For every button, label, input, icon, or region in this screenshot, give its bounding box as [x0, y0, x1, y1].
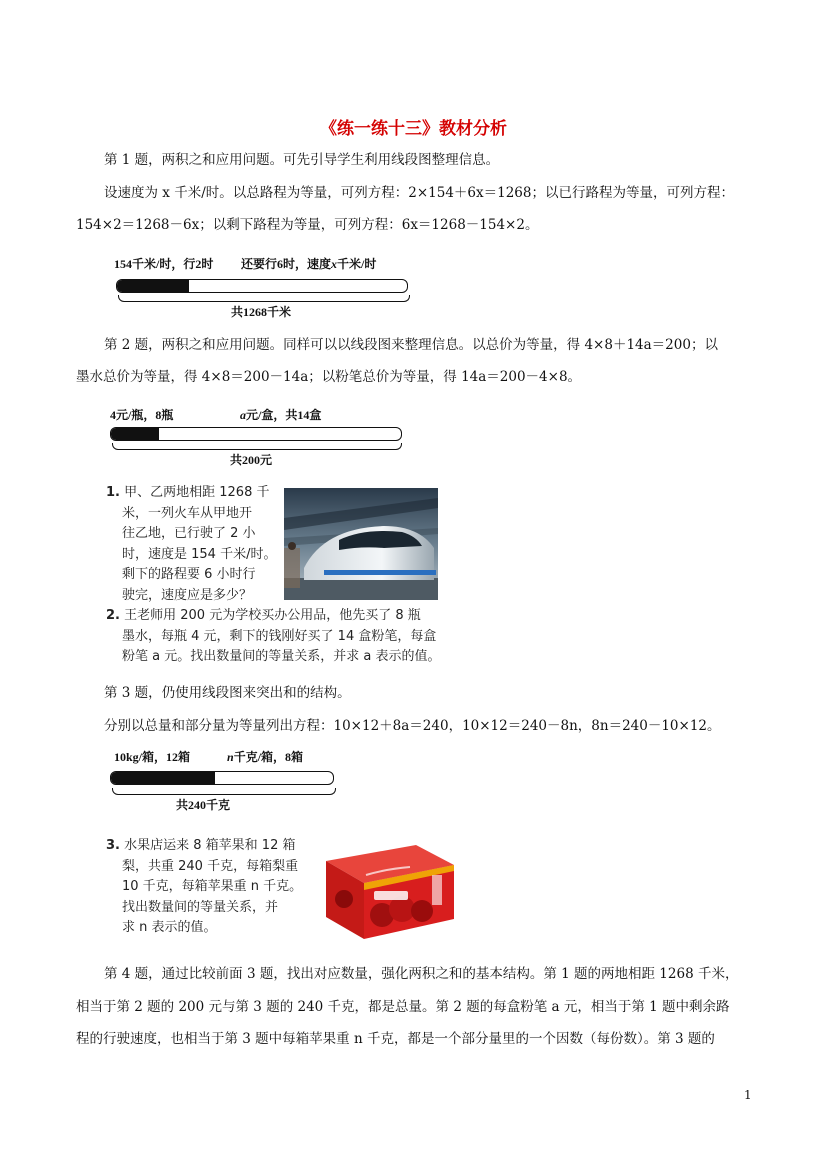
segment-right-label: n千克/箱，8箱	[227, 750, 304, 764]
segment-bar-filled-part	[111, 428, 159, 440]
problem-line: 2. 王老师用 200 元为学校买办公用品，他先买了 8 瓶	[106, 608, 421, 623]
problem-line: 剩下的路程要 6 小时行	[122, 567, 256, 582]
segment-diagram-3	[104, 744, 344, 819]
segment-diagram-2	[104, 400, 414, 470]
segment-total-label: 共1268千米	[231, 305, 292, 319]
page-title: 《练一练十三》教材分析	[320, 119, 507, 139]
problem-line: 时，速度是 154 千米/时。	[122, 546, 277, 562]
segment-bar	[110, 427, 402, 441]
page-number: 1	[744, 1088, 752, 1102]
segment-bar	[116, 279, 408, 293]
paragraph: 设速度为 x 千米/时。以总路程为等量，可列方程：2×154＋6x＝1268；以已行路程为等量，可列方程：	[104, 185, 734, 201]
segment-diagram-1	[104, 249, 422, 321]
segment-right-label: a元/盒，共14盒	[240, 408, 322, 422]
apple-box-image	[306, 835, 456, 941]
problem-line: 驶完，速度应是多少？	[122, 587, 253, 603]
textbook-problem-1	[106, 483, 284, 606]
problem-line: 3. 水果店运来 8 箱苹果和 12 箱	[106, 838, 296, 853]
problem-line: 往乙地，已行驶了 2 小	[122, 526, 256, 541]
problem-line: 米，一列火车从甲地开	[122, 505, 253, 521]
paragraph: 第 1 题，两积之和应用问题。可先引导学生利用线段图整理信息。	[104, 152, 500, 168]
segment-left-label: 154千米/时，行2时	[114, 257, 214, 271]
paragraph: 墨水总价为等量，得 4×8＝200－14a；以粉笔总价为等量，得 14a＝200－4×8。	[76, 369, 582, 385]
segment-bar-filled-part	[111, 772, 215, 784]
textbook-problem-2	[106, 606, 466, 668]
problem-line: 1. 甲、乙两地相距 1268 千	[106, 485, 270, 500]
segment-brace	[112, 443, 402, 450]
segment-bar-filled-part	[117, 280, 189, 292]
problem-line: 找出数量间的等量关系，并	[122, 899, 279, 915]
problem-line: 10 千克，每箱苹果重 n 千克。	[122, 879, 303, 894]
segment-brace	[118, 295, 410, 302]
paragraph: 第 2 题，两积之和应用问题。同样可以以线段图来整理信息。以总价为等量，得 4×8＋14a＝200；以	[104, 337, 718, 353]
paragraph: 程的行驶速度，也相当于第 3 题中每箱苹果重 n 千克，都是一个部分量里的一个因数（每份数）。第 3 题的	[76, 1031, 715, 1047]
textbook-problem-3	[106, 836, 306, 939]
segment-left-label: 4元/瓶，8瓶	[110, 408, 174, 422]
paragraph: 154×2＝1268－6x；以剩下路程为等量，可列方程：6x＝1268－154×2。	[76, 217, 539, 233]
segment-bar	[110, 771, 334, 785]
segment-right-label: 还要行6时，速度x千米/时	[241, 257, 377, 271]
paragraph: 第 3 题，仍使用线段图来突出和的结构。	[104, 685, 351, 701]
paragraph: 相当于第 2 题的 200 元与第 3 题的 240 千克，都是总量。第 2 题的每盒粉笔 a 元，相当于第 1 题中剩余路	[76, 999, 730, 1015]
segment-total-label: 共240千克	[176, 798, 231, 812]
train-photo	[284, 488, 438, 600]
problem-line: 粉笔 a 元。找出数量间的等量关系，并求 a 表示的值。	[122, 649, 441, 664]
problem-line: 求 n 表示的值。	[122, 920, 217, 935]
paragraph: 分别以总量和部分量为等量列出方程：10×12＋8a＝240，10×12＝240－8n，8n＝240－10×12。	[104, 718, 721, 734]
segment-left-label: 10kg/箱，12箱	[114, 750, 191, 764]
problem-line: 墨水，每瓶 4 元，剩下的钱刚好买了 14 盒粉笔，每盒	[122, 628, 437, 644]
paragraph: 第 4 题，通过比较前面 3 题，找出对应数量，强化两积之和的基本结构。第 1 题的两地相距 1268 千米，	[104, 966, 739, 982]
segment-total-label: 共200元	[230, 453, 273, 467]
segment-brace	[112, 788, 336, 795]
problem-line: 梨，共重 240 千克，每箱梨重	[122, 858, 299, 874]
